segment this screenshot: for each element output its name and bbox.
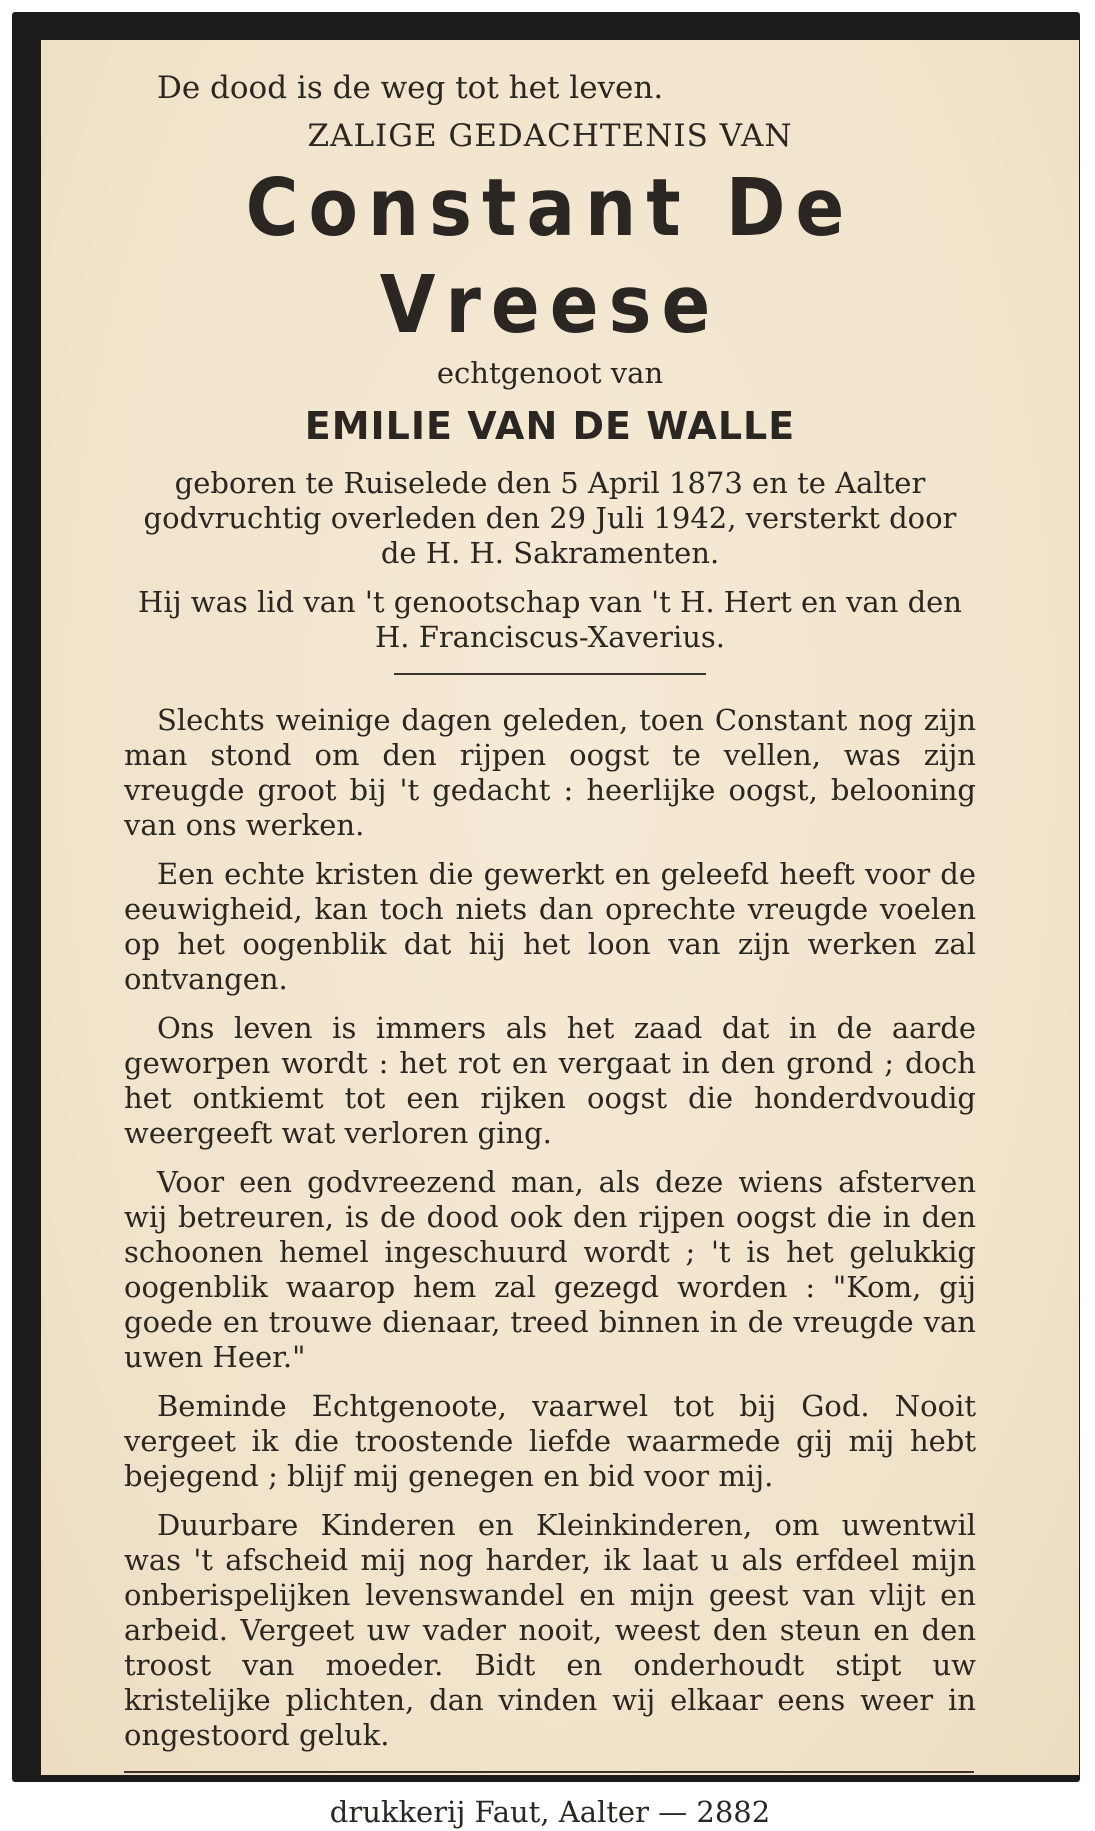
- paragraph: Duurbare Kinderen en Kleinkinderen, om uwentwil was 't afscheid mij nog harder, ik laat u als erfdeel mijn onberispelijken levenswandel en mijn geest van vlijt en arbeid. Vergeet uw vader nooit, weest den steun en den troost van moeder. Bidt en onderhoudt stipt uw kristelijke plichten, dan vinden wij elkaar eens weer in ongestoord geluk.: [124, 1508, 976, 1752]
- long-divider: [124, 1771, 974, 1773]
- deceased-name: Constant De Vreese: [245, 161, 855, 351]
- paragraph: Slechts weinige dagen geleden, toen Constant nog zijn man stond om den rijpen oogst te vellen, was zijn vreugde groot bij 't gedacht : heerlijke oogst, belooning van ons werken.: [124, 703, 976, 842]
- header-line: ZALIGE GEDACHTENIS VAN: [307, 118, 793, 154]
- spouse-name: EMILIE VAN DE WALLE: [304, 404, 796, 448]
- memorial-card: [12, 12, 1080, 1829]
- birth-death-dates: geboren te Ruiselede den 5 April 1873 en te Aalter godvruchtig overleden den 29 Juli 1942, versterkt door de H. H. Sakramenten.: [143, 466, 957, 570]
- paragraph: Voor een godvreezend man, als deze wiens afsterven wij betreuren, is de dood ook den rijpen oogst die in den schoonen hemel ingeschuurd wordt ; 't is het gelukkig oogenblik waarop hem zal gezegd worden : "Kom, gij goede en trouwe dienaar, treed binnen in de vreugde van uwen Heer.": [124, 1165, 976, 1374]
- paragraph: Ons leven is immers als het zaad dat in de aarde geworpen wordt : het rot en vergaat in den grond ; doch het ontkiemt tot een rijken oogst die honderdvoudig weergeeft wat verloren ging.: [124, 1011, 976, 1150]
- paragraph: Beminde Echtgenoote, vaarwel tot bij God. Nooit vergeet ik die troostende liefde waarmede gij mij hebt bejegend ; blijf mij genegen en bid voor mij.: [124, 1389, 976, 1493]
- paragraph: Een echte kristen die gewerkt en geleefd heeft voor de eeuwigheid, kan toch niets dan oprechte vreugde voelen op het oogenblik dat hij het loon van zijn werken zal ontvangen.: [124, 857, 976, 996]
- motto: De dood is de weg tot het leven.: [157, 70, 664, 106]
- card-content: [124, 68, 976, 1831]
- short-divider: [394, 673, 706, 675]
- society-membership: Hij was lid van 't genootschap van 't H. Hert en van den H. Franciscus-Xaverius.: [138, 585, 962, 654]
- printer-line: drukkerij Faut, Aalter — 2882: [329, 1795, 771, 1829]
- spouse-intro: echtgenoot van: [436, 356, 664, 390]
